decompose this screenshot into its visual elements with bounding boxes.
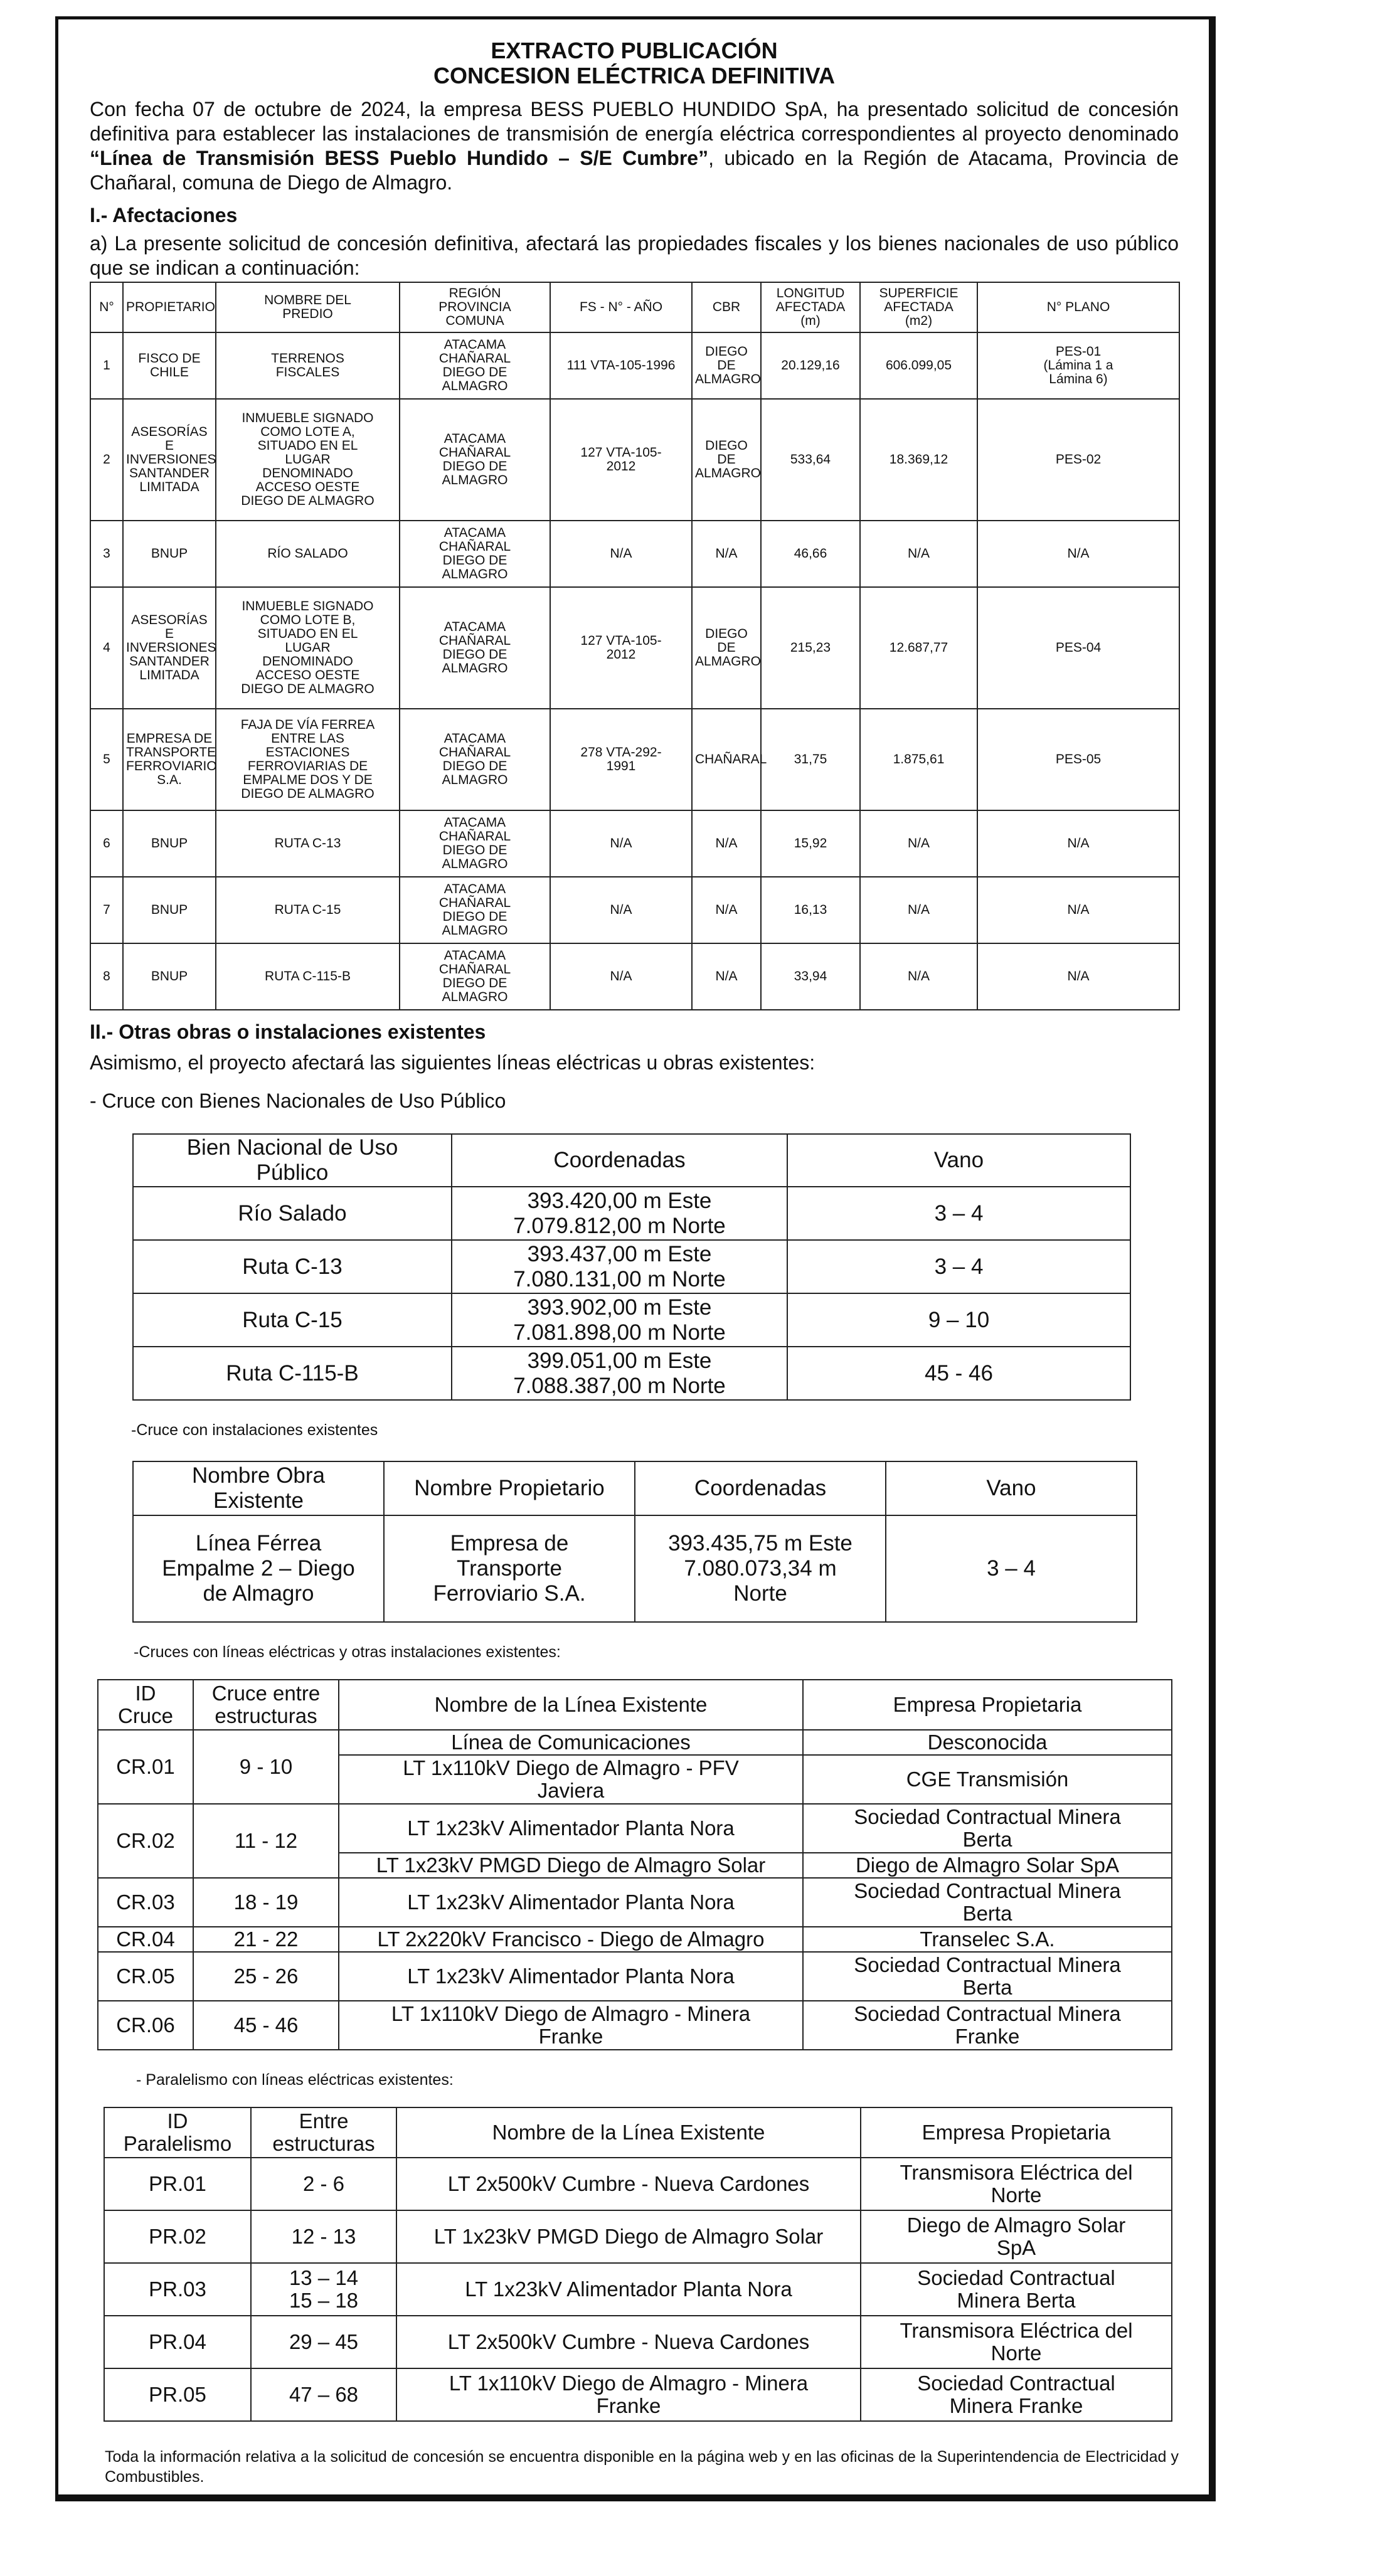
paralelismo-cell: LT 2x500kV Cumbre - Nueva Cardones	[396, 2158, 861, 2210]
paralelismo-table	[104, 2107, 1172, 2422]
title-line-1: EXTRACTO PUBLICACIÓN	[491, 38, 778, 63]
installations-header-cell: Nombre Obra Existente	[133, 1461, 384, 1515]
afectaciones-cell: DIEGO DE ALMAGRO	[692, 332, 761, 399]
installations-label: -Cruce con instalaciones existentes	[131, 1421, 378, 1439]
afectaciones-cell: PES-02	[977, 399, 1179, 521]
afectaciones-cell: 127 VTA-105- 2012	[550, 587, 692, 709]
afectaciones-cell: RUTA C-15	[216, 877, 400, 943]
cruce-id-cell: CR.05	[98, 1952, 193, 2001]
paralelismo-header-row	[104, 2107, 1172, 2158]
afectaciones-cell: N/A	[860, 877, 977, 943]
afectaciones-cell: 7	[90, 877, 123, 943]
cruce-span-cell: 25 - 26	[193, 1952, 339, 2001]
paralelismo-cell: LT 1x110kV Diego de Almagro - Minera Franke	[396, 2368, 861, 2421]
afectaciones-header-cell: CBR	[692, 282, 761, 332]
intro-text-after: , ubicado en la Región de Atacama, Provincia de Chañaral, comuna de Diego de Almagro.	[90, 147, 1179, 194]
paralelismo-cell: 47 – 68	[251, 2368, 396, 2421]
paralelismo-cell: 12 - 13	[251, 2210, 396, 2263]
afectaciones-cell: N/A	[977, 877, 1179, 943]
footer-note: Toda la información relativa a la solicitud de concesión se encuentra disponible en la página web y en las oficinas de la Superintendencia de Electricidad y Combustibles.	[105, 2448, 1179, 2486]
intro-paragraph	[90, 97, 1179, 195]
bnup-cell: Ruta C-115-B	[133, 1347, 452, 1400]
installations-header-cell: Coordenadas	[635, 1461, 886, 1515]
project-name: “Línea de Transmisión BESS Pueblo Hundido – S/E Cumbre”	[90, 147, 709, 169]
bnup-cell: Río Salado	[133, 1187, 452, 1240]
afectaciones-cell: PES-04	[977, 587, 1179, 709]
afectaciones-cell: DIEGO DE ALMAGRO	[692, 587, 761, 709]
section-afectaciones-heading: I.- Afectaciones	[90, 204, 238, 226]
bnup-row	[133, 1293, 1130, 1347]
paralelismo-cell: Transmisora Eléctrica del Norte	[861, 2158, 1172, 2210]
cruce-id-cell: CR.06	[98, 2001, 193, 2050]
afectaciones-paragraph: a) La presente solicitud de concesión definitiva, afectará las propiedades fiscales y los bienes nacionales de uso público que se indican a continuación:	[90, 232, 1179, 279]
cruces-row	[98, 2001, 1172, 2050]
afectaciones-cell: ATACAMA CHAÑARAL DIEGO DE ALMAGRO	[400, 709, 550, 810]
afectaciones-cell: N/A	[977, 943, 1179, 1010]
cruce-owner-cell: Sociedad Contractual Minera Berta	[803, 1878, 1172, 1927]
section-otras-obras-heading: II.- Otras obras o instalaciones existentes	[90, 1020, 486, 1043]
afectaciones-header-cell: FS - N° - AÑO	[550, 282, 692, 332]
paralelismo-cell: 2 - 6	[251, 2158, 396, 2210]
afectaciones-cell: ATACAMA CHAÑARAL DIEGO DE ALMAGRO	[400, 943, 550, 1010]
cruces-header-cell: Cruce entre estructuras	[193, 1680, 339, 1730]
afectaciones-cell: ATACAMA CHAÑARAL DIEGO DE ALMAGRO	[400, 587, 550, 709]
cruce-owner-cell: Sociedad Contractual Minera Berta	[803, 1952, 1172, 2001]
afectaciones-cell: N/A	[860, 810, 977, 877]
cruces-row	[98, 1927, 1172, 1952]
cruce-line-name-cell: LT 1x110kV Diego de Almagro - Minera Franke	[339, 2001, 803, 2050]
afectaciones-cell: 6	[90, 810, 123, 877]
afectaciones-cell: N/A	[692, 943, 761, 1010]
publication-content	[90, 38, 1179, 2487]
paralelismo-row	[104, 2210, 1172, 2263]
paralelismo-cell: LT 2x500kV Cumbre - Nueva Cardones	[396, 2316, 861, 2368]
cruce-id-cell: CR.04	[98, 1927, 193, 1952]
afectaciones-cell: FISCO DE CHILE	[123, 332, 216, 399]
afectaciones-cell: 2	[90, 399, 123, 521]
afectaciones-cell: RUTA C-115-B	[216, 943, 400, 1010]
cruce-owner-cell: Transelec S.A.	[803, 1927, 1172, 1952]
paralelismo-cell: PR.04	[104, 2316, 251, 2368]
bnup-header-cell: Coordenadas	[452, 1134, 787, 1187]
afectaciones-row	[90, 877, 1179, 943]
paralelismo-cell: PR.02	[104, 2210, 251, 2263]
intro-text-before: Con fecha 07 de octubre de 2024, la empresa BESS PUEBLO HUNDIDO SpA, ha presentado solicitud de concesión definitiva para establecer las instalaciones de transmisión de energía eléctrica correspondientes al proyecto denominado	[90, 98, 1179, 145]
cruces-header-cell: ID Cruce	[98, 1680, 193, 1730]
cruces-row	[98, 1952, 1172, 2001]
cruce-id-cell: CR.01	[98, 1730, 193, 1804]
afectaciones-table	[90, 282, 1180, 1010]
afectaciones-cell: N/A	[977, 521, 1179, 587]
afectaciones-cell: ATACAMA CHAÑARAL DIEGO DE ALMAGRO	[400, 332, 550, 399]
cruce-span-cell: 45 - 46	[193, 2001, 339, 2050]
cruce-line-name-cell: LT 1x23kV Alimentador Planta Nora	[339, 1804, 803, 1853]
bnup-cell: 3 – 4	[787, 1240, 1130, 1293]
cruce-line-name-cell: LT 1x23kV PMGD Diego de Almagro Solar	[339, 1853, 803, 1878]
afectaciones-cell: 18.369,12	[860, 399, 977, 521]
afectaciones-row	[90, 810, 1179, 877]
cruces-header-cell: Nombre de la Línea Existente	[339, 1680, 803, 1730]
afectaciones-cell: EMPRESA DE TRANSPORTE FERROVIARIO S.A.	[123, 709, 216, 810]
cruce-id-cell: CR.02	[98, 1804, 193, 1878]
afectaciones-cell: N/A	[550, 877, 692, 943]
afectaciones-cell: ASESORÍAS E INVERSIONES SANTANDER LIMITADA	[123, 587, 216, 709]
afectaciones-row	[90, 709, 1179, 810]
installations-row	[133, 1515, 1137, 1622]
cruce-owner-cell: Diego de Almagro Solar SpA	[803, 1853, 1172, 1878]
installations-cell: 3 – 4	[886, 1515, 1137, 1622]
bnup-header-row	[133, 1134, 1130, 1187]
cruce-line-name-cell: LT 1x110kV Diego de Almagro - PFV Javiera	[339, 1755, 803, 1804]
title-line-2: CONCESION ELÉCTRICA DEFINITIVA	[433, 63, 836, 88]
paralelismo-cell: PR.03	[104, 2263, 251, 2316]
paralelismo-row	[104, 2368, 1172, 2421]
afectaciones-cell: 127 VTA-105- 2012	[550, 399, 692, 521]
installations-header-cell: Nombre Propietario	[384, 1461, 635, 1515]
cruce-line-name-cell: LT 2x220kV Francisco - Diego de Almagro	[339, 1927, 803, 1952]
afectaciones-cell: ATACAMA CHAÑARAL DIEGO DE ALMAGRO	[400, 521, 550, 587]
afectaciones-cell: PES-01 (Lámina 1 a Lámina 6)	[977, 332, 1179, 399]
afectaciones-cell: 46,66	[761, 521, 860, 587]
cruce-line-name-cell: Línea de Comunicaciones	[339, 1730, 803, 1755]
paralelismo-row	[104, 2158, 1172, 2210]
afectaciones-cell: CHAÑARAL	[692, 709, 761, 810]
afectaciones-cell: 15,92	[761, 810, 860, 877]
cruce-owner-cell: Desconocida	[803, 1730, 1172, 1755]
afectaciones-cell: 4	[90, 587, 123, 709]
bnup-header-cell: Bien Nacional de Uso Público	[133, 1134, 452, 1187]
afectaciones-cell: FAJA DE VÍA FERREA ENTRE LAS ESTACIONES FERROVIARIAS DE EMPALME DOS Y DE DIEGO DE ALMAGRO	[216, 709, 400, 810]
afectaciones-cell: N/A	[692, 810, 761, 877]
installations-header-cell: Vano	[886, 1461, 1137, 1515]
afectaciones-cell: 16,13	[761, 877, 860, 943]
cruce-line-name-cell: LT 1x23kV Alimentador Planta Nora	[339, 1878, 803, 1927]
afectaciones-cell: N/A	[550, 521, 692, 587]
paralelismo-cell: Sociedad Contractual Minera Franke	[861, 2368, 1172, 2421]
cruces-header-cell: Empresa Propietaria	[803, 1680, 1172, 1730]
cruce-span-cell: 18 - 19	[193, 1878, 339, 1927]
afectaciones-cell: 3	[90, 521, 123, 587]
afectaciones-cell: TERRENOS FISCALES	[216, 332, 400, 399]
cruces-label: -Cruces con líneas eléctricas y otras instalaciones existentes:	[134, 1643, 561, 1661]
paralelismo-cell: PR.05	[104, 2368, 251, 2421]
afectaciones-cell: PES-05	[977, 709, 1179, 810]
bnup-row	[133, 1240, 1130, 1293]
bnup-cell: 393.420,00 m Este 7.079.812,00 m Norte	[452, 1187, 787, 1240]
afectaciones-cell: DIEGO DE ALMAGRO	[692, 399, 761, 521]
bnup-header-cell: Vano	[787, 1134, 1130, 1187]
afectaciones-cell: 278 VTA-292- 1991	[550, 709, 692, 810]
afectaciones-cell: 20.129,16	[761, 332, 860, 399]
bnup-cell: 9 – 10	[787, 1293, 1130, 1347]
otras-obras-paragraph: Asimismo, el proyecto afectará las siguientes líneas eléctricas u obras existentes:	[90, 1051, 815, 1074]
bnup-cell: 393.902,00 m Este 7.081.898,00 m Norte	[452, 1293, 787, 1347]
afectaciones-cell: ATACAMA CHAÑARAL DIEGO DE ALMAGRO	[400, 810, 550, 877]
cruces-header-row	[98, 1680, 1172, 1730]
afectaciones-cell: 12.687,77	[860, 587, 977, 709]
cruce-owner-cell: Sociedad Contractual Minera Franke	[803, 2001, 1172, 2050]
afectaciones-cell: RUTA C-13	[216, 810, 400, 877]
afectaciones-cell: 215,23	[761, 587, 860, 709]
afectaciones-header-cell: SUPERFICIE AFECTADA (m2)	[860, 282, 977, 332]
afectaciones-cell: N/A	[692, 877, 761, 943]
cruces-row	[98, 1804, 1172, 1853]
paralelismo-cell: LT 1x23kV PMGD Diego de Almagro Solar	[396, 2210, 861, 2263]
afectaciones-cell: 533,64	[761, 399, 860, 521]
afectaciones-header-cell: PROPIETARIO	[123, 282, 216, 332]
paralelismo-header-cell: Empresa Propietaria	[861, 2107, 1172, 2158]
paralelismo-header-cell: Entre estructuras	[251, 2107, 396, 2158]
afectaciones-cell: 33,94	[761, 943, 860, 1010]
paralelismo-row	[104, 2263, 1172, 2316]
afectaciones-cell: 1.875,61	[860, 709, 977, 810]
paralelismo-header-cell: ID Paralelismo	[104, 2107, 251, 2158]
afectaciones-cell: 111 VTA-105-1996	[550, 332, 692, 399]
afectaciones-cell: N/A	[860, 943, 977, 1010]
afectaciones-row	[90, 399, 1179, 521]
cruces-row	[98, 1730, 1172, 1755]
afectaciones-header-cell: N°	[90, 282, 123, 332]
paralelismo-cell: Sociedad Contractual Minera Berta	[861, 2263, 1172, 2316]
cruce-span-cell: 21 - 22	[193, 1927, 339, 1952]
afectaciones-cell: INMUEBLE SIGNADO COMO LOTE A, SITUADO EN EL LUGAR DENOMINADO ACCESO OESTE DIEGO DE ALMAGRO	[216, 399, 400, 521]
bnup-row	[133, 1187, 1130, 1240]
afectaciones-header-cell: N° PLANO	[977, 282, 1179, 332]
afectaciones-cell: RÍO SALADO	[216, 521, 400, 587]
bnup-cell: Ruta C-13	[133, 1240, 452, 1293]
afectaciones-cell: ASESORÍAS E INVERSIONES SANTANDER LIMITADA	[123, 399, 216, 521]
afectaciones-row	[90, 332, 1179, 399]
bnup-cell: 3 – 4	[787, 1187, 1130, 1240]
afectaciones-header-row	[90, 282, 1179, 332]
afectaciones-cell: ATACAMA CHAÑARAL DIEGO DE ALMAGRO	[400, 877, 550, 943]
afectaciones-cell: N/A	[860, 521, 977, 587]
afectaciones-cell: N/A	[550, 810, 692, 877]
cruce-id-cell: CR.03	[98, 1878, 193, 1927]
cruce-span-cell: 9 - 10	[193, 1730, 339, 1804]
installations-cell: 393.435,75 m Este 7.080.073,34 m Norte	[635, 1515, 886, 1622]
cruces-table	[97, 1679, 1172, 2050]
afectaciones-row	[90, 587, 1179, 709]
installations-cell: Línea Férrea Empalme 2 – Diego de Almagro	[133, 1515, 384, 1622]
bnup-cell: Ruta C-15	[133, 1293, 452, 1347]
afectaciones-cell: INMUEBLE SIGNADO COMO LOTE B, SITUADO EN EL LUGAR DENOMINADO ACCESO OESTE DIEGO DE ALMAGRO	[216, 587, 400, 709]
installations-cell: Empresa de Transporte Ferroviario S.A.	[384, 1515, 635, 1622]
afectaciones-row	[90, 943, 1179, 1010]
afectaciones-cell: N/A	[692, 521, 761, 587]
afectaciones-cell: N/A	[550, 943, 692, 1010]
bnup-label: - Cruce con Bienes Nacionales de Uso Público	[90, 1089, 506, 1112]
paralelismo-cell: PR.01	[104, 2158, 251, 2210]
paralelismo-cell: Diego de Almagro Solar SpA	[861, 2210, 1172, 2263]
afectaciones-cell: BNUP	[123, 810, 216, 877]
afectaciones-cell: 8	[90, 943, 123, 1010]
afectaciones-cell: ATACAMA CHAÑARAL DIEGO DE ALMAGRO	[400, 399, 550, 521]
afectaciones-cell: BNUP	[123, 521, 216, 587]
afectaciones-cell: BNUP	[123, 877, 216, 943]
afectaciones-header-cell: REGIÓN PROVINCIA COMUNA	[400, 282, 550, 332]
bnup-cell: 45 - 46	[787, 1347, 1130, 1400]
afectaciones-cell: N/A	[977, 810, 1179, 877]
cruces-row	[98, 1878, 1172, 1927]
cruce-owner-cell: Sociedad Contractual Minera Berta	[803, 1804, 1172, 1853]
bnup-row	[133, 1347, 1130, 1400]
bnup-crossing-table	[132, 1133, 1131, 1401]
afectaciones-cell: 1	[90, 332, 123, 399]
publication-frame	[55, 16, 1216, 2501]
cruce-owner-cell: CGE Transmisión	[803, 1755, 1172, 1804]
paralelismo-header-cell: Nombre de la Línea Existente	[396, 2107, 861, 2158]
paralelismo-cell: 29 – 45	[251, 2316, 396, 2368]
paralelismo-cell: LT 1x23kV Alimentador Planta Nora	[396, 2263, 861, 2316]
paralelismo-label: - Paralelismo con líneas eléctricas existentes:	[136, 2071, 454, 2089]
afectaciones-cell: BNUP	[123, 943, 216, 1010]
installations-header-row	[133, 1461, 1137, 1515]
paralelismo-cell: Transmisora Eléctrica del Norte	[861, 2316, 1172, 2368]
bnup-cell: 399.051,00 m Este 7.088.387,00 m Norte	[452, 1347, 787, 1400]
afectaciones-header-cell: LONGITUD AFECTADA (m)	[761, 282, 860, 332]
afectaciones-cell: 31,75	[761, 709, 860, 810]
cruce-span-cell: 11 - 12	[193, 1804, 339, 1878]
installations-crossing-table	[132, 1461, 1137, 1623]
afectaciones-row	[90, 521, 1179, 587]
afectaciones-header-cell: NOMBRE DEL PREDIO	[216, 282, 400, 332]
afectaciones-cell: 5	[90, 709, 123, 810]
afectaciones-cell: 606.099,05	[860, 332, 977, 399]
paralelismo-row	[104, 2316, 1172, 2368]
bnup-cell: 393.437,00 m Este 7.080.131,00 m Norte	[452, 1240, 787, 1293]
paralelismo-cell: 13 – 14 15 – 18	[251, 2263, 396, 2316]
cruce-line-name-cell: LT 1x23kV Alimentador Planta Nora	[339, 1952, 803, 2001]
